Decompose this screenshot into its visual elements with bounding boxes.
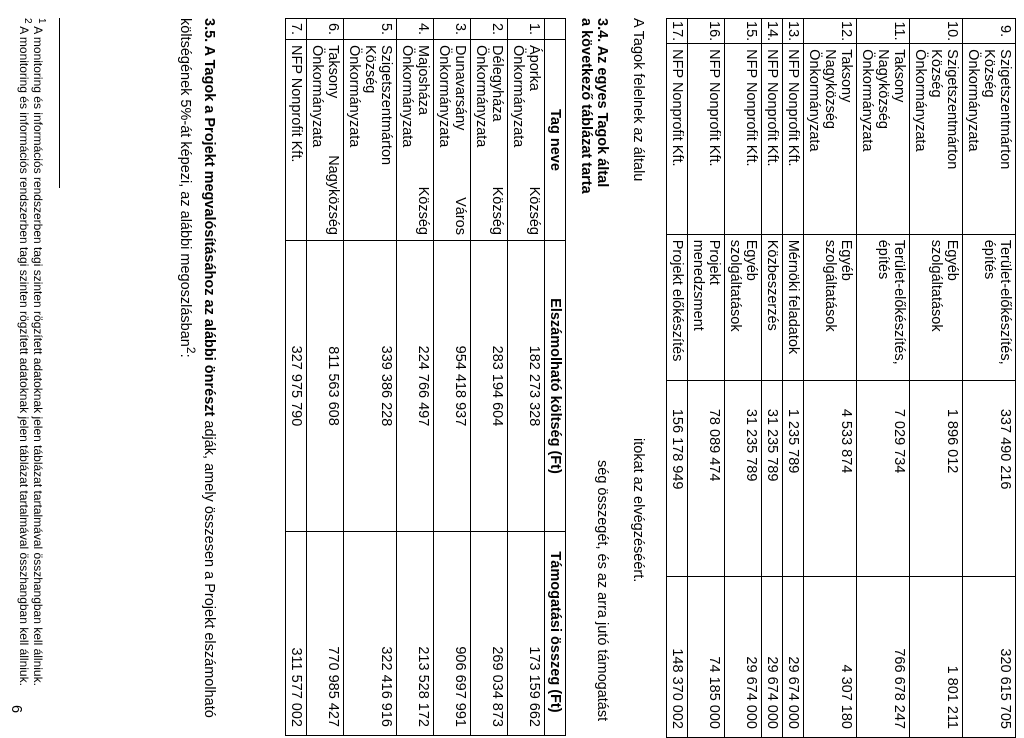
eligible-cost: 7 029 734 [857,380,910,576]
header-elszamolhato: Elszámolható költség (Ft) [545,241,566,532]
eligible-cost: 31 235 789 [762,380,783,576]
support-amount: 148 370 002 [667,576,688,737]
row-number-text: 13. [785,21,801,42]
section-3-4-right-text: ség összegét, és az arra jutó támogatást [594,460,610,722]
member-name-line: Taksony [838,49,854,103]
row-number: 5. [344,19,397,40]
table1-row [762,19,783,738]
activity [910,234,963,380]
member-name-word: Önkormányzata [510,45,526,148]
table1-row [963,19,1016,738]
row-number: 1. [508,19,545,40]
footnote-1-text: A monitoring és információs rendszerben tagi szinten rögzített adatoknak jelen táblázat tartalmával összhangban kell állniuk. [31,26,45,686]
row-number: 4. [397,19,434,40]
activity-line: Terület-előkészítés, [891,239,907,365]
eligible-cost: 337 490 216 [963,380,1016,576]
row-number: 2. [471,19,508,40]
footnote-2 [17,18,34,686]
section-3-5-line1 [200,18,218,718]
tagok-felelnek-text-right: itokat az elvégzéséért. [630,438,646,583]
table1-row [910,19,963,738]
row-number [910,19,963,44]
member-name-line: NFP Nonprofit Kft. [743,49,759,167]
member-name [857,44,910,235]
table2-row [434,19,471,736]
row-number-text: 14. [764,21,780,42]
member-name-line: NFP Nonprofit Kft. [669,49,685,167]
member-name [804,44,857,235]
row-number [783,19,804,44]
member-name-word: Önkormányzata [473,45,489,148]
member-name-line [510,45,526,235]
support-amount: 213 528 172 [397,532,434,736]
member-name [286,40,307,241]
member-name-line: Taksony [891,49,907,103]
table2-row [471,19,508,736]
member-name-line [526,45,542,235]
support-amount: 4 307 180 [804,576,857,737]
member-name-word: Önkormányzata [436,45,452,148]
member-name-word: Önkormányzata [346,45,362,148]
section-3-5-rest: adják, amely összesen a Projekt elszámolható [201,416,217,718]
member-name-word: Önkormányzata [309,45,325,148]
activity [688,234,725,380]
footnote-1-marker: 1 [36,18,47,24]
activity [857,234,910,380]
member-name-word: Dunavarsány [452,45,468,131]
table2-row [286,19,307,736]
member-name-word: Délegyháza [489,45,505,122]
activity-line: szolgáltatások [928,239,944,332]
activity [963,234,1016,380]
activity-line: Egyéb [944,239,960,281]
activity-line: Terület-előkészítés, [997,239,1013,365]
row-number [667,19,688,44]
support-amount: 29 674 000 [725,576,762,737]
row-number [762,19,783,44]
row-number [857,19,910,44]
member-name-line [288,45,304,235]
eligible-cost: 339 386 228 [344,241,397,532]
eligible-cost: 78 089 474 [688,380,725,576]
member-name-word: Község [489,186,505,235]
activities-cost-table [666,18,1016,738]
member-name-word: Község [415,186,431,235]
section-3-4-line2: a következő táblázat tarta [578,18,594,194]
support-amount: 906 697 991 [434,532,471,736]
member-name [963,44,1016,235]
support-amount: 1 801 211 [910,576,963,737]
member-name-line: Önkormányzata [806,49,822,152]
table2-row [508,19,545,736]
member-name [434,40,471,241]
eligible-cost: 327 975 790 [286,241,307,532]
member-name-word: NFP Nonprofit Kft. [288,45,304,163]
footnote-ref-2: 2 [184,346,198,354]
row-number-text: 9. [997,25,1013,38]
eligible-cost: 224 766 497 [397,241,434,532]
member-name [667,44,688,235]
member-name-word: Önkormányzata [399,45,415,148]
member-name-line: Szigetszentmárton [997,49,1013,170]
activity-line: szolgáltatások [727,239,743,332]
member-name-line: Község [928,49,944,98]
member-name-word: Áporka [526,45,542,91]
row-number: 7. [286,19,307,40]
section-3-5-bold-word: önrészt [201,364,217,417]
support-amount: 770 985 427 [307,532,344,736]
activity [725,234,762,380]
table1-row [857,19,910,738]
activity-line: építés [981,239,997,280]
activity [762,234,783,380]
eligible-cost: 283 194 604 [471,241,508,532]
support-amount: 320 615 705 [963,576,1016,737]
eligible-cost: 811 563 608 [307,241,344,532]
member-name-word: Város [452,197,468,235]
member-name-line [415,45,431,235]
member-name-line [309,45,325,235]
row-number: 3. [434,19,471,40]
members-table-header-row [545,19,566,736]
support-amount: 29 674 000 [762,576,783,737]
footnote-2-marker: 2 [22,18,33,24]
member-name-line [399,45,415,235]
activity [804,234,857,380]
row-number-text: 16. [706,21,722,42]
member-name [910,44,963,235]
member-name-line [436,45,452,235]
activity [667,234,688,380]
row-number-text: 10. [944,21,960,42]
eligible-cost: 4 533 874 [804,380,857,576]
eligible-cost: 954 418 937 [434,241,471,532]
member-name-word: Nagyközség [325,155,341,235]
support-amount: 173 159 662 [508,532,545,736]
member-name-line: Község [981,49,997,98]
activity-line: Projekt [706,239,722,285]
support-amount: 74 185 000 [688,576,725,737]
activity-line: Projekt előkészítés [669,239,685,362]
member-name [688,44,725,235]
member-name [783,44,804,235]
member-name-line: NFP Nonprofit Kft. [706,49,722,167]
activity-line: Egyéb [743,239,759,281]
member-name-line: Nagyközség [822,49,838,129]
support-amount: 311 577 002 [286,532,307,736]
member-name [762,44,783,235]
member-name [397,40,434,241]
table1-row [783,19,804,738]
table2-row [307,19,344,736]
member-name-line: Szigetszentmárton [944,49,960,170]
member-name-word: Község [362,45,378,94]
row-number [688,19,725,44]
activity-line: Egyéb [838,239,854,281]
row-number-text: 12. [838,21,854,42]
eligible-cost: 156 178 949 [667,380,688,576]
member-name-line [346,45,362,235]
activity [783,234,804,380]
row-number [725,19,762,44]
member-name-line [362,45,378,235]
footnote-2-text: A monitoring és információs rendszerben tagi szinten rögzített adatoknak jelen táblázat tartalmával összhangban kell állniuk. [17,26,31,686]
footnote-separator [59,18,60,188]
member-name-word: Taksony [325,45,341,99]
member-name-line: Önkormányzata [912,49,928,152]
activity-line: szolgáltatások [822,239,838,332]
member-name-line [325,45,341,235]
tagok-felelnek-text-left: A Tagok felelnek az általu [630,18,646,182]
section-3-5-line2 [176,18,198,358]
eligible-cost: 1 896 012 [910,380,963,576]
table2-row [344,19,397,736]
member-name-line: NFP Nonprofit Kft. [764,49,780,167]
section-3-5-colon: : [177,353,194,358]
row-number [804,19,857,44]
member-name-line [378,45,394,235]
member-name-word: Szigetszentmárton [378,45,394,166]
member-name-line: Önkormányzata [859,49,875,152]
support-amount: 269 034 873 [471,532,508,736]
activity-line: építés [875,239,891,280]
support-amount: 322 416 916 [344,532,397,736]
member-name [307,40,344,241]
member-name [725,44,762,235]
section-3-5-lead: 3.5. A Tagok a Projekt megvalósításához az alábbi [201,18,217,365]
member-name-line [452,45,468,235]
activity-line: menedzsment [690,239,706,331]
row-number: 6. [307,19,344,40]
member-name [344,40,397,241]
row-number-text: 17. [669,21,685,42]
member-name-word: Majosháza [415,45,431,116]
members-cost-table [285,18,566,736]
member-name-line: Nagyközség [875,49,891,129]
eligible-cost: 182 273 328 [508,241,545,532]
header-tag-neve: Tag neve [545,40,566,241]
member-name-line [489,45,505,235]
support-amount: 29 674 000 [783,576,804,737]
member-name-word: Község [526,186,542,235]
member-name-line [473,45,489,235]
activity-line: Közbeszerzés [764,239,780,331]
member-name-line: NFP Nonprofit Kft. [785,49,801,167]
eligible-cost: 1 235 789 [783,380,804,576]
activity-line: Mérnöki feladatok [785,239,801,355]
support-amount: 766 678 247 [857,576,910,737]
section-3-5-line2-text: költségének 5%-át képezi, az alábbi megoszlásban [177,18,194,347]
table2-row [397,19,434,736]
table1-row [725,19,762,738]
member-name [471,40,508,241]
page-number: 6 [8,705,24,714]
section-3-4-line1: 3.4. Az egyes Tagok által [594,18,610,188]
table1-row [804,19,857,738]
row-number [963,19,1016,44]
table1-row [667,19,688,738]
member-name [508,40,545,241]
header-tamogatasi: Támogatási összeg (Ft) [545,532,566,736]
row-number-text: 15. [743,21,759,42]
member-name-line: Önkormányzata [965,49,981,152]
table1-row [688,19,725,738]
row-number-text: 11. [891,21,907,41]
eligible-cost: 31 235 789 [725,380,762,576]
